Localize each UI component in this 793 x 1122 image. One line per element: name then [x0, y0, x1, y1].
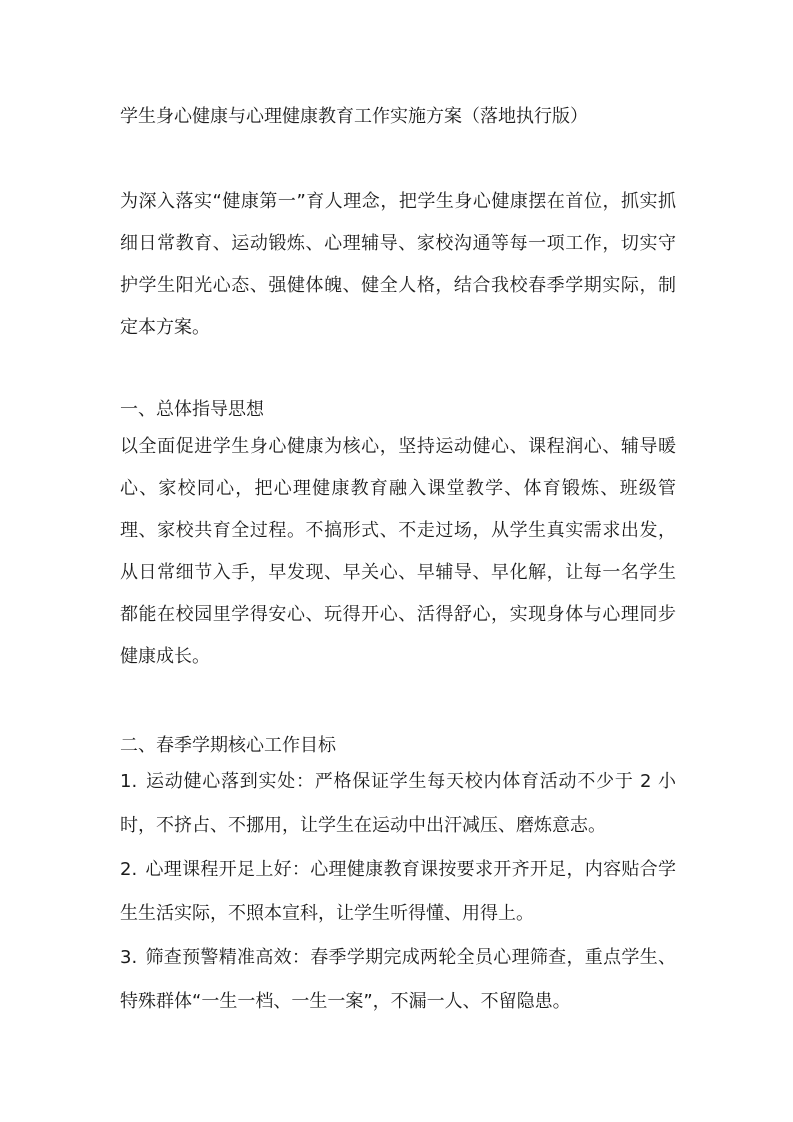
document-title: 学生身心健康与心理健康教育工作实施方案（落地执行版） [120, 106, 588, 127]
goal-text: 运动健心落到实处：严格保证学生每天校内体育活动不少于 2 小时，不挤占、不挪用，让学生在运动中出汗减压、磨炼意志。 [120, 771, 676, 836]
goal-number: 1. [120, 771, 138, 792]
intro-paragraph: 为深入落实“健康第一”育人理念，把学生身心健康摆在首位，抓实抓细日常教育、运动锻炼、心理辅导、家校沟通等每一项工作，切实守护学生阳光心态、强健体魄、健全人格，结合我校春季学期实际，制定本方案。 [120, 191, 676, 338]
guiding-thought-paragraph: 以全面促进学生身心健康为核心，坚持运动健心、课程润心、辅导暖心、家校同心，把心理健康教育融入课堂教学、体育锻炼、班级管理、家校共育全过程。不搞形式、不走过场，从学生真实需求出发，从日常细节入手，早发现、早关心、早辅导、早化解，让每一名学生都能在校园里学得安心、玩得开心、活得舒心，实现身体与心理同步健康成长。 [120, 436, 676, 667]
list-item [120, 760, 676, 848]
goal-number: 3. [120, 947, 138, 968]
goals-list [120, 760, 676, 1024]
goal-text: 筛查预警精准高效：春季学期完成两轮全员心理筛查，重点学生、特殊群体“一生一档、一生一案”，不漏一人、不留隐患。 [120, 947, 676, 1012]
section-heading-goals: 二、春季学期核心工作目标 [120, 735, 336, 756]
list-item [120, 848, 676, 936]
goal-text: 心理课程开足上好：心理健康教育课按要求开齐开足，内容贴合学生生活实际，不照本宣科，让学生听得懂、用得上。 [120, 859, 676, 924]
list-item [120, 936, 676, 1024]
section-heading-guiding-thought: 一、总体指导思想 [120, 399, 264, 420]
goal-number: 2. [120, 859, 138, 880]
